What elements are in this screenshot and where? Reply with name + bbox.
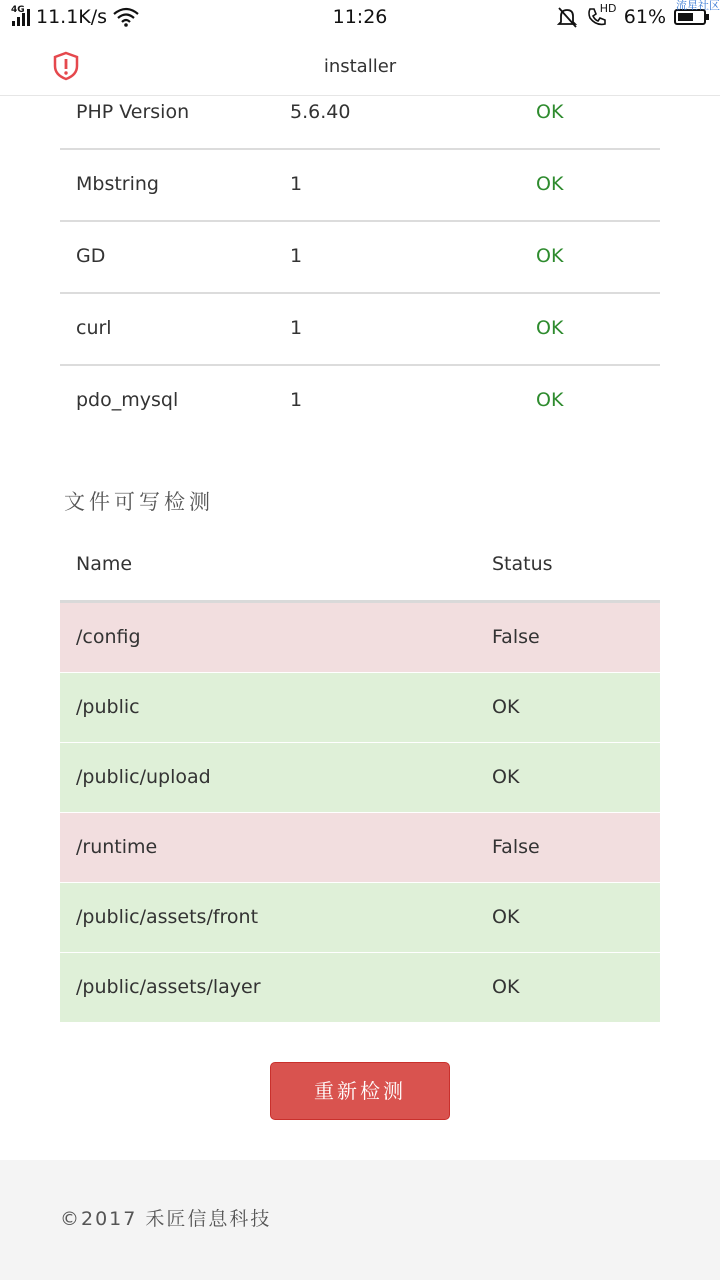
table-header [60, 530, 660, 603]
env-value: 1 [290, 245, 303, 267]
row-status: OK [492, 976, 520, 998]
row-status: OK [492, 696, 520, 718]
bell-muted-icon [556, 6, 578, 28]
row-path: /public/upload [76, 766, 211, 788]
row-status: False [492, 836, 540, 858]
row-path: /runtime [76, 836, 158, 858]
env-value: 1 [290, 389, 303, 411]
table-row [60, 953, 660, 1023]
file-check-table [60, 530, 660, 1023]
watermark-text: 流星社区 [676, 0, 720, 12]
status-bar [0, 0, 720, 36]
env-row [60, 150, 660, 222]
header-status: Status [492, 553, 553, 575]
env-check-table [60, 78, 660, 436]
row-path: /public/assets/layer [76, 976, 261, 998]
table-row [60, 743, 660, 813]
env-status: OK [536, 317, 564, 339]
env-row [60, 366, 660, 436]
row-path: /config [76, 626, 141, 648]
header-name: Name [76, 553, 133, 575]
env-name: Mbstring [76, 173, 159, 195]
env-value: 5.6.40 [290, 101, 351, 123]
row-status: OK [492, 906, 520, 928]
env-row [60, 294, 660, 366]
row-path: /public [76, 696, 140, 718]
env-name: pdo_mysql [76, 389, 179, 411]
table-row [60, 813, 660, 883]
hd-label: HD [599, 2, 617, 15]
row-status: False [492, 626, 540, 648]
page-title: installer [323, 56, 397, 77]
env-value: 1 [290, 173, 303, 195]
env-status: OK [536, 173, 564, 195]
env-row [60, 222, 660, 294]
table-row [60, 673, 660, 743]
table-row [60, 603, 660, 673]
env-status: OK [536, 101, 564, 123]
network-type: 4G [11, 5, 25, 15]
env-status: OK [536, 389, 564, 411]
env-value: 1 [290, 317, 303, 339]
table-row [60, 883, 660, 953]
battery-percent: 61% [623, 6, 666, 28]
env-name: GD [76, 245, 106, 267]
env-name: PHP Version [76, 101, 190, 123]
row-path: /public/assets/front [76, 906, 259, 928]
row-status: OK [492, 766, 520, 788]
recheck-button[interactable]: 重新检测 [270, 1062, 450, 1120]
clock: 11:26 [332, 6, 388, 28]
env-status: OK [536, 245, 564, 267]
phone-hd-icon [586, 2, 617, 28]
env-row [60, 78, 660, 150]
network-speed: 11.1K/s [36, 6, 108, 28]
footer [0, 1160, 720, 1280]
env-name: curl [76, 317, 112, 339]
copyright-text: ©2017 禾匠信息科技 [60, 1208, 272, 1230]
file-section-title: 文件可写检测 [64, 490, 214, 514]
